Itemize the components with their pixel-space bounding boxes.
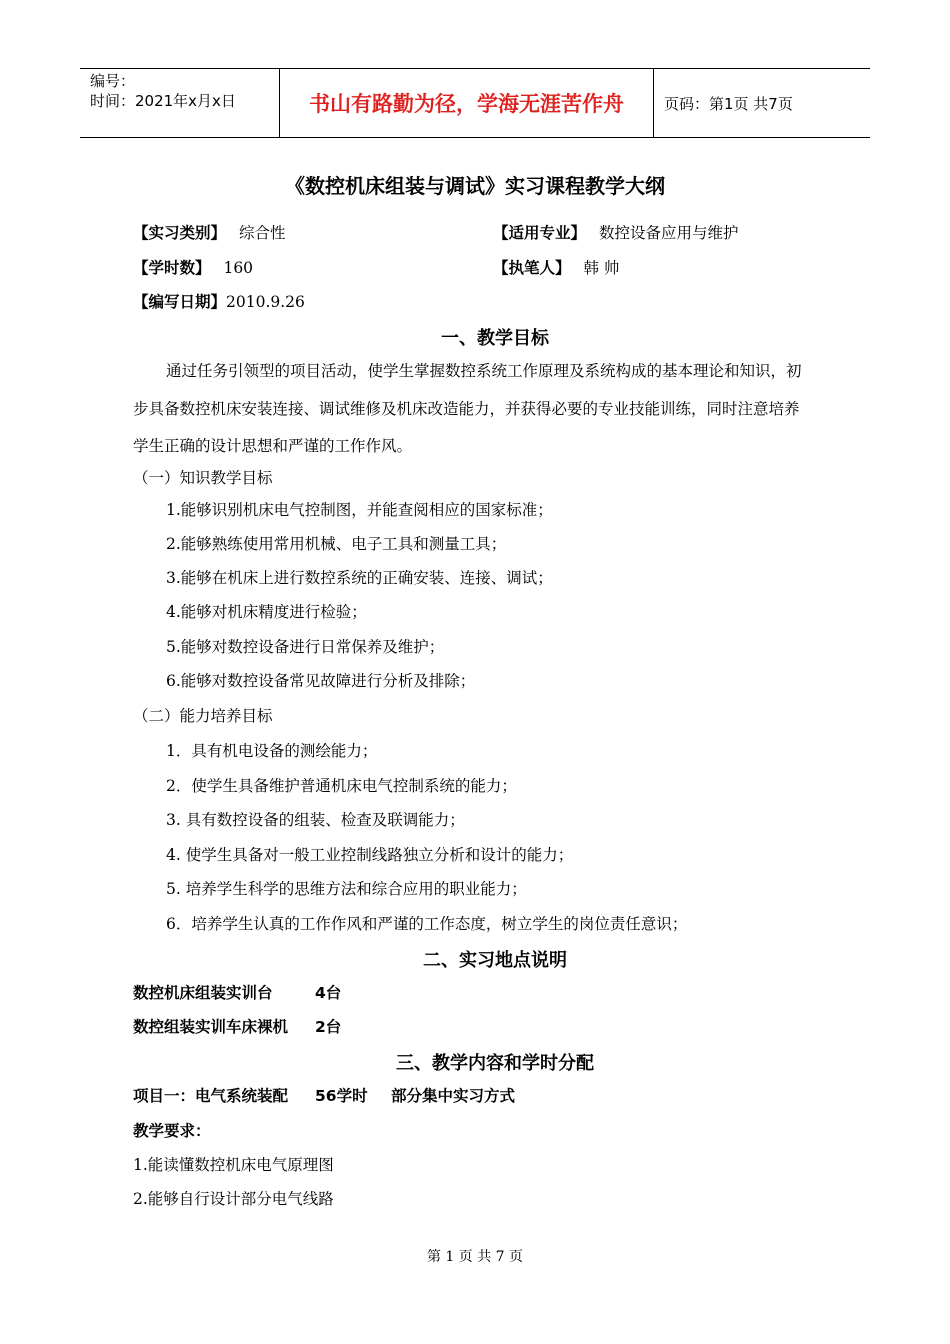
major-label: 【适用专业】 [493,224,587,242]
section3-heading: 三、教学内容和学时分配 [396,1053,594,1074]
list-item: 3. 具有数控设备的组装、检查及联调能力； [166,811,465,829]
document-title: 《数控机床组装与调试》实习课程教学大纲 [285,174,665,198]
category-field [133,221,285,243]
section2-heading: 二、实习地点说明 [423,950,567,971]
category-label: 【实习类别】 [133,224,227,242]
requirements-label: 教学要求： [133,1122,211,1140]
hours-value: 160 [223,259,254,277]
list-item: 5.能够对数控设备进行日常保养及维护； [166,638,445,656]
section1-heading: 一、教学目标 [441,328,549,349]
page-footer: 第 1 页 共 7 页 [426,1249,524,1265]
intro-line: 学生正确的设计思想和严谨的工作作风。 [133,437,413,455]
number-label: 编号： [90,72,136,90]
project-row [133,1084,516,1106]
list-item: 5. 培养学生科学的思维方法和综合应用的职业能力； [166,880,527,898]
project-title: 项目一：电气系统装配 [133,1087,289,1105]
location-name: 数控机床组装实训台 [133,984,273,1002]
list-item: 4. 使学生具备对一般工业控制线路独立分析和设计的能力； [166,846,574,864]
knowledge-subheading: （一）知识教学目标 [133,469,273,487]
major-field [493,221,738,243]
intro-line: 步具备数控机床安装连接、调试维修及机床改造能力，并获得必要的专业技能训练，同时注意培养 [133,400,800,418]
page-info: 页码：第1页 共7页 [664,94,793,113]
location-count: 2台 [315,1018,342,1036]
header-left-cell [80,69,280,137]
date-label: 【编写日期】 [133,293,227,311]
time-label: 时间：2021年x月x日 [90,92,236,110]
location-row [133,1015,342,1037]
page-header [80,68,870,138]
list-item: 6．培养学生认真的工作作风和严谨的工作态度，树立学生的岗位责任意识； [166,915,688,933]
location-count: 4台 [315,984,342,1002]
list-item: 1.能读懂数控机床电气原理图 [133,1156,334,1174]
list-item: 6.能够对数控设备常见故障进行分析及排除； [166,672,476,690]
list-item: 4.能够对机床精度进行检验； [166,603,367,621]
author-field [493,256,619,278]
ability-subheading: （二）能力培养目标 [133,707,273,725]
author-value: 韩 帅 [583,259,620,277]
major-value: 数控设备应用与维护 [598,224,739,242]
project-mode: 部分集中实习方式 [391,1087,516,1105]
date-value: 2010.9.26 [226,293,305,311]
hours-field [133,256,253,278]
project-hours: 56学时 [315,1087,368,1105]
list-item: 3.能够在机床上进行数控系统的正确安装、连接、调试； [166,569,553,587]
location-name: 数控组装实训车床裸机 [133,1018,289,1036]
motto: 书山有路勤为径，学海无涯苦作舟 [280,69,654,137]
category-value: 综合性 [238,224,286,242]
intro-line: 通过任务引领型的项目活动，使学生掌握数控系统工作原理及系统构成的基本理论和知识，初 [166,362,802,380]
location-row [133,981,342,1003]
date-field [133,290,305,312]
list-item: 1.能够识别机床电气控制图，并能查阅相应的国家标准； [166,501,553,519]
hours-label: 【学时数】 [133,259,211,277]
author-label: 【执笔人】 [493,259,571,277]
list-item: 2.能够熟练使用常用机械、电子工具和测量工具； [166,535,507,553]
list-item: 2．使学生具备维护普通机床电气控制系统的能力； [166,777,517,795]
list-item: 2.能够自行设计部分电气线路 [133,1190,334,1208]
list-item: 1．具有机电设备的测绘能力； [166,742,378,760]
